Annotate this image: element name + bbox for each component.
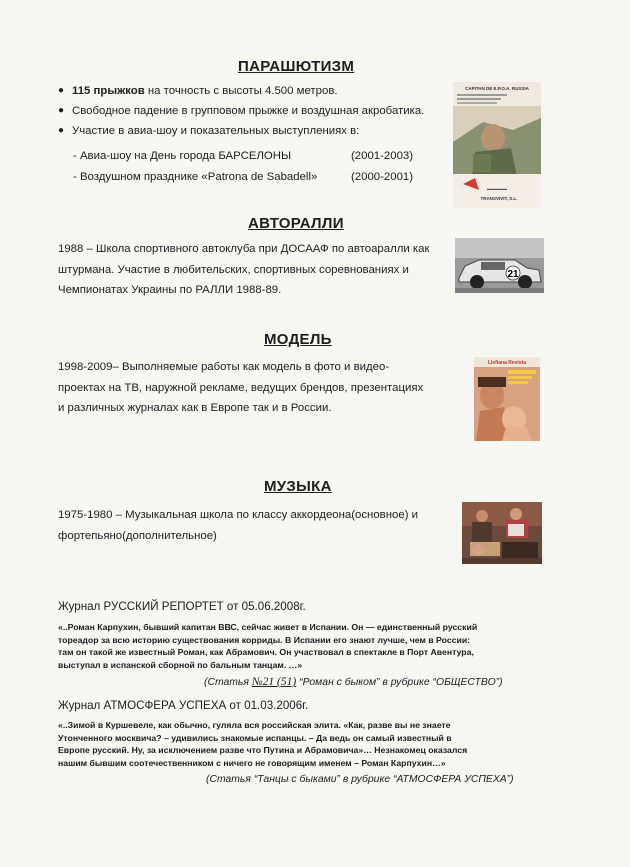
rally-heading: АВТОРАЛЛИ [248, 215, 344, 232]
air-festival-line: - Воздушном празднике «Patrona de Sabadell» (2000-2001) [73, 171, 414, 183]
parachute-heading: ПАРАШЮТИЗМ [238, 58, 355, 75]
list-item: ● Свободное падение в групповом прыжке и воздушная акробатика. [58, 101, 424, 121]
airshow-line: - Авиа-шоу на День города БАРСЕЛОНЫ (2001-2003) [73, 150, 414, 162]
svg-text:▬▬▬▬▬: ▬▬▬▬▬ [487, 186, 507, 191]
svg-text:TRANSVIVIT, S.L.: TRANSVIVIT, S.L. [480, 196, 518, 201]
parachute-list [58, 81, 424, 141]
press-quote-1: «..Роман Карпухин, бывший капитан ВВС, сейчас живет в Испании. Он — единственный русский тореадор за всю историю существования корриды. В Испании его знают лучше, чем в России: там он такой же известный Роман, как Абрамович. Он участвовал в спектакле в Порт Авентура, выступал в испанской сборной по бальным танцам. …» [58, 622, 478, 670]
press-citation-1: (Статья №21 (51) “Роман с быком” в рубрике “ОБЩЕСТВО”) [204, 676, 503, 688]
model-heading: МОДЕЛЬ [264, 331, 332, 348]
svg-text:Llefiana Revista: Llefiana Revista [487, 360, 527, 366]
magazine-cover-photo [474, 357, 540, 441]
model-text: 1998-2009– Выполняемые работы как модель в фото и видео- проектах на ТВ, наружной рекламе, ведущих брендов, презентациях и различных журналах как в Европе так и в России. [58, 361, 424, 414]
bullet-icon: ● [58, 105, 65, 116]
music-heading: МУЗЫКА [264, 478, 332, 495]
parachute-photo [453, 82, 541, 208]
bullet-icon: ● [58, 125, 65, 136]
rally-car-photo [455, 238, 544, 293]
list-item: ● 115 прыжков на точность с высоты 4.500 метров. [58, 81, 424, 101]
list-item: ● Участие в авиа-шоу и показательных выступлениях в: [58, 121, 424, 141]
accordion-photo [462, 502, 542, 564]
press-source-1: Журнал РУССКИЙ РЕПОРТЕТ от 05.06.2008г. [58, 600, 306, 613]
press-citation-2: (Статья “Танцы с быками” в рубрике “АТМОСФЕРА УСПЕХА”) [206, 774, 514, 785]
music-text: 1975-1980 – Музыкальная школа по классу аккордеона(основное) и фортепьяно(дополнительное) [58, 509, 419, 542]
bullet-icon: ● [58, 85, 65, 96]
rally-text: 1988 – Школа спортивного автоклуба при ДОСААФ по автоаралли как штурмана. Участие в любительских, спортивных соревнованиях и Чемпионатах Украины по РАЛЛИ 1988-89. [58, 243, 430, 296]
svg-text:CAPITAN DE E.P.O.A. RUSSIA: CAPITAN DE E.P.O.A. RUSSIA [465, 86, 529, 91]
press-quote-2: «..Зимой в Куршевеле, как обычно, гуляла вся российская элита. «Как, разве вы не знаете Утонченного москвича? – удивились знакомые испанцы. – Да ведь он самый известный в Европе русский. Ну, за исключением разве что Путина и Абрамовича»… Незнакомец оказался нашим бывшим соотечественником с ничего не говорящим именем – Роман Карпухин…» [58, 720, 468, 768]
press-source-2: Журнал АТМОСФЕРА УСПЕХА от 01.03.2006г. [58, 699, 309, 712]
svg-text:21: 21 [507, 269, 519, 280]
